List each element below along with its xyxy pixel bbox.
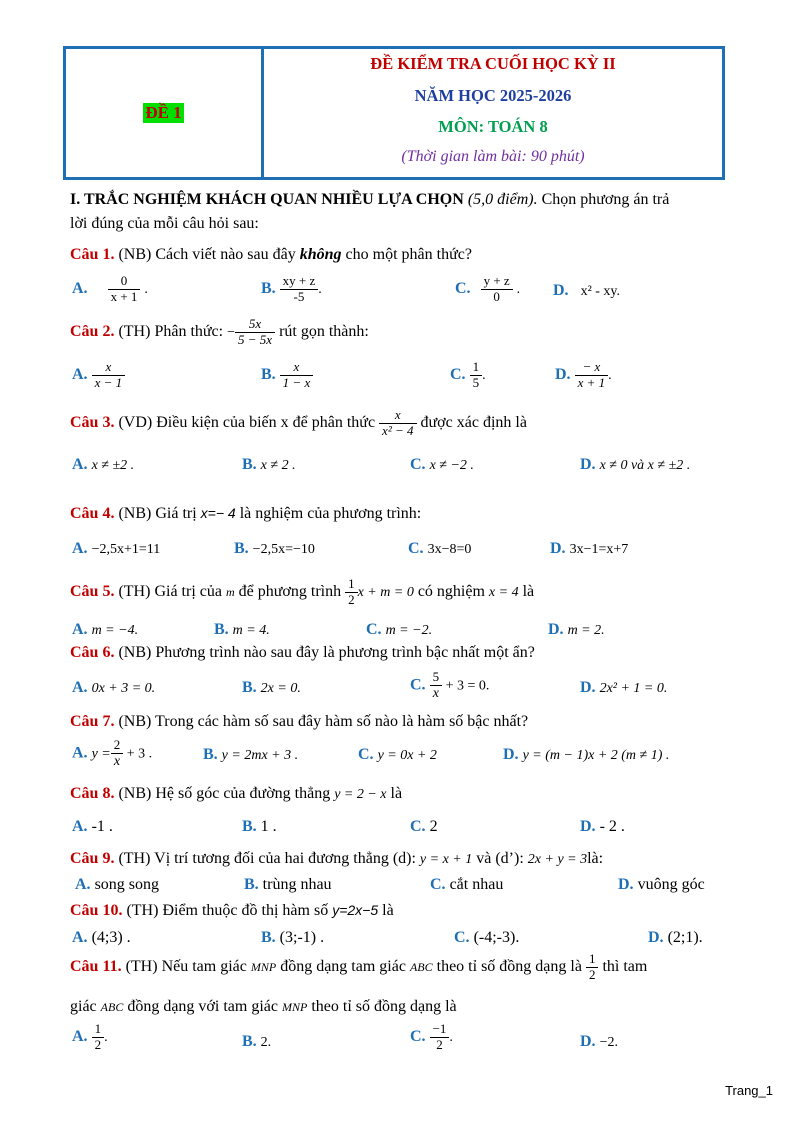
option-value: 3x−8=0 [427, 542, 472, 557]
option-label: C. [410, 456, 426, 473]
option-label: A. [72, 818, 88, 835]
q7-option-d[interactable] [503, 746, 669, 764]
option-value: y = 0x + 2 [377, 748, 437, 763]
question-text: được xác định là [416, 414, 527, 432]
option-value: - 2 . [599, 818, 625, 835]
option-label: A. [72, 744, 88, 762]
option-value: 1 . [260, 818, 277, 835]
fraction-denominator: 2 [94, 1036, 102, 1052]
question-text: (NB) Phương trình nào sau đây là phương trình bậc nhất một ẩn? [114, 644, 535, 661]
q3-option-a[interactable] [72, 456, 134, 474]
option-label: C. [366, 621, 382, 638]
option-label: D. [548, 621, 564, 638]
q6-option-d[interactable] [580, 679, 667, 697]
math-var: ABC [409, 960, 433, 975]
q1-option-b[interactable]: B. $\frac{xy + z}{-5}$ . [261, 273, 322, 304]
option-label: D. [618, 876, 634, 893]
question-4 [70, 505, 421, 523]
math-equation: 2x + y = 3 [527, 852, 588, 867]
option-value: vuông góc [633, 876, 705, 893]
option-value: 2x = 0. [260, 681, 301, 696]
question-3 [70, 408, 527, 439]
option-label: D. [580, 679, 596, 696]
fraction-numerator: −1 [430, 1022, 450, 1038]
fraction-numerator: x [92, 360, 126, 376]
question-label: Câu 8. [70, 785, 115, 802]
math-value: x = 4 [488, 585, 519, 601]
q6-option-c[interactable] [410, 670, 489, 702]
q2-option-c[interactable]: C. $\frac{1}{5}$ . [450, 359, 486, 390]
fraction-numerator: xy + z [280, 274, 319, 290]
option-label: C. [454, 929, 470, 946]
math-equation: y = 2 − x [334, 787, 387, 802]
question-text: là [378, 902, 394, 919]
fraction-numerator: 1 [586, 952, 599, 968]
option-value: -1 . [91, 818, 113, 835]
fraction-denominator: x [432, 685, 439, 701]
section-instruction-2: lời đúng của mỗi câu hỏi sau: [70, 215, 259, 232]
option-label: B. [242, 679, 257, 696]
option-value: x ≠ 0 và x ≠ ±2 . [599, 458, 691, 473]
q7-option-c[interactable] [358, 746, 437, 764]
option-value: (2;1). [663, 929, 703, 946]
math-equation: y = x + 1 [419, 852, 473, 867]
option-label: B. [261, 366, 276, 384]
q6-option-b[interactable] [242, 679, 301, 697]
question-5 [70, 577, 534, 608]
q11-option-b[interactable] [242, 1033, 271, 1051]
option-value: m = −4. [91, 623, 139, 638]
question-text: là [518, 583, 535, 601]
section-heading [70, 191, 669, 209]
option-label: D. [503, 746, 519, 763]
question-text: (NB) Cách viết nào sau đây [114, 246, 300, 263]
option-label: B. [242, 1033, 257, 1050]
question-label: Câu 11. [70, 958, 122, 976]
option-label: C. [410, 676, 426, 694]
exam-code: ĐỀ 1 [145, 103, 182, 122]
question-text: theo tỉ số đồng dạng là [432, 958, 586, 976]
question-text: (TH) Vị trí tương đối của hai đương thẳng (d): [114, 850, 420, 867]
option-label: A. [72, 1028, 88, 1046]
math-prefix: y = [91, 746, 111, 762]
question-label: Câu 9. [70, 850, 115, 867]
question-text: (TH) Phân thức: [114, 323, 228, 341]
option-label: A. [75, 876, 91, 893]
subject: MÔN: TOÁN 8 [438, 117, 548, 136]
option-value: trùng nhau [258, 876, 332, 893]
option-value: (-4;-3). [469, 929, 520, 946]
fraction-numerator: x [379, 408, 416, 424]
q4-option-c[interactable] [408, 540, 471, 558]
q2-option-d[interactable]: D. $\frac{- x}{x + 1}$ . [555, 359, 612, 390]
option-value: 2 [429, 818, 438, 835]
option-value: 3x−1=x+7 [569, 542, 629, 557]
option-label: A. [72, 621, 88, 638]
fraction-denominator: 1 − x [282, 374, 311, 390]
page-number: Trang_1 [725, 1083, 773, 1098]
q2-option-b[interactable] [261, 360, 313, 391]
q10-option-a[interactable] [72, 929, 131, 947]
fraction-denominator: 2 [588, 966, 596, 982]
question-text: là [386, 785, 403, 802]
fraction-denominator: -5 [293, 288, 305, 304]
question-11 [70, 952, 647, 983]
option-value: 0x + 3 = 0. [91, 681, 156, 696]
option-label: B. [234, 540, 249, 557]
fraction-denominator: x + 1 [110, 288, 138, 304]
q3-option-c[interactable] [410, 456, 474, 474]
math-equation: y=2x−5 [332, 902, 379, 918]
question-label: Câu 5. [70, 583, 115, 601]
q8-option-c[interactable] [410, 818, 438, 836]
question-label: Câu 7. [70, 713, 115, 730]
question-text: đồng dạng tam giác [276, 958, 410, 976]
q4-option-d[interactable] [550, 540, 628, 558]
question-text: là: [587, 850, 604, 867]
q9-option-b[interactable] [244, 876, 332, 894]
option-label: A. [72, 679, 88, 696]
math-var: m [225, 585, 235, 600]
question-1 [70, 246, 472, 264]
exam-header [63, 46, 725, 180]
q1-option-c[interactable]: C. $\frac{y + z}{0}$ . [455, 273, 521, 304]
option-label: C. [410, 1028, 426, 1046]
option-value: m = −2. [385, 623, 433, 638]
question-label: Câu 4. [70, 505, 115, 522]
option-value: −2,5x=−10 [252, 542, 315, 557]
option-label: C. [450, 366, 466, 384]
fraction-numerator: − x [575, 360, 609, 376]
q8-option-a[interactable] [72, 818, 113, 836]
q10-option-b[interactable] [261, 929, 324, 947]
fraction-denominator: x + 1 [577, 374, 606, 390]
option-label: C. [358, 746, 374, 763]
fraction-denominator: x − 1 [94, 374, 123, 390]
option-value: m = 2. [567, 623, 605, 638]
option-value: x² - xy. [580, 284, 621, 299]
q5-option-a[interactable] [72, 621, 138, 639]
exam-code-cell [66, 49, 264, 177]
q7-option-a[interactable] [72, 738, 152, 770]
emphasis-text: không [299, 246, 342, 263]
question-text: để phương trình [234, 583, 346, 601]
option-value: x ≠ −2 . [429, 458, 474, 473]
q8-option-b[interactable] [242, 818, 277, 836]
fraction-denominator: 2 [436, 1036, 443, 1052]
option-label: C. [455, 280, 471, 298]
option-value: x ≠ ±2 . [91, 458, 135, 473]
option-value: y = 2mx + 3 . [221, 748, 299, 763]
option-value: cắt nhau [445, 876, 504, 893]
question-text: giác [70, 998, 101, 1015]
option-label: C. [410, 818, 426, 835]
question-text: theo tỉ số đồng dạng là [307, 998, 457, 1015]
fraction-denominator: x [113, 753, 121, 769]
math-equation: x + m = 0 [357, 585, 414, 601]
option-value: (3;-1) . [275, 929, 325, 946]
exam-title-cell [264, 49, 722, 177]
q8-option-d[interactable] [580, 818, 625, 836]
question-text: có nghiệm [413, 583, 489, 601]
question-label: Câu 6. [70, 644, 115, 661]
question-text: (NB) Giá trị [114, 505, 201, 522]
question-text: và (d’): [472, 850, 528, 867]
q11-option-a[interactable]: A. $\frac{1}{2}$ . [72, 1021, 108, 1052]
question-label: Câu 1. [70, 246, 115, 263]
option-value: −2,5x+1=11 [91, 542, 161, 557]
q9-option-d[interactable] [618, 876, 705, 894]
option-value: x ≠ 2 . [260, 458, 296, 473]
option-label: B. [242, 456, 257, 473]
option-value: −2. [599, 1035, 618, 1050]
option-value: + 3 . [123, 746, 153, 762]
option-value: y = (m − 1)x + 2 (m ≠ 1) . [522, 748, 670, 763]
exam-title: ĐỀ KIỂM TRA CUỐI HỌC KỲ II [370, 54, 616, 73]
option-value: 2. [260, 1035, 272, 1050]
q9-option-a[interactable] [75, 876, 159, 894]
q1-option-d[interactable] [553, 282, 620, 300]
question-text: (NB) Trong các hàm số sau đây hàm số nào là hàm số bậc nhất? [114, 713, 529, 730]
question-label: Câu 3. [70, 414, 115, 432]
option-label: A. [72, 456, 88, 473]
fraction-numerator: 5x [235, 317, 275, 333]
q9-option-c[interactable] [430, 876, 503, 894]
option-label: C. [408, 540, 424, 557]
option-value: song song [90, 876, 160, 893]
exam-time: (Thời gian làm bài: 90 phút) [401, 148, 585, 165]
fraction-denominator: 0 [493, 288, 500, 304]
option-label: D. [580, 1033, 596, 1050]
q5-option-d[interactable] [548, 621, 605, 639]
fraction-numerator: 2 [111, 738, 124, 754]
q6-option-a[interactable] [72, 679, 155, 697]
q10-option-d[interactable] [648, 929, 703, 947]
question-10 [70, 902, 394, 920]
fraction-numerator: y + z [481, 274, 513, 290]
fraction-numerator: 1 [470, 360, 483, 376]
q3-option-d[interactable] [580, 456, 690, 474]
option-label: B. [261, 280, 276, 298]
option-label: D. [550, 540, 566, 557]
question-text: (TH) Giá trị của [114, 583, 226, 601]
question-text: cho một phân thức? [341, 246, 472, 263]
fraction-denominator: x² − 4 [382, 422, 414, 438]
q5-option-b[interactable] [214, 621, 270, 639]
q11-option-c[interactable]: C. $\frac{-1}{2}$ . [410, 1021, 453, 1052]
q7-option-b[interactable] [203, 746, 298, 764]
q11-option-d[interactable] [580, 1033, 618, 1051]
question-11-line-2 [70, 998, 457, 1016]
option-value: (4;3) . [87, 929, 131, 946]
option-label: D. [555, 366, 571, 384]
option-label: A. [72, 366, 88, 384]
option-value: + 3 = 0. [442, 678, 490, 694]
option-label: D. [648, 929, 664, 946]
q2-option-a[interactable] [72, 360, 125, 391]
math-var: ABC [100, 1000, 124, 1014]
section-points: (5,0 điểm). [467, 191, 538, 208]
option-label: B. [242, 818, 257, 835]
section-instruction: Chọn phương án trả [537, 191, 670, 208]
option-value: m = 4. [232, 623, 270, 638]
option-label: A. [72, 280, 88, 298]
math-var: MNP [250, 960, 277, 975]
fraction-denominator: 2 [348, 591, 355, 607]
question-text: (NB) Hệ số góc của đường thẳng [114, 785, 335, 802]
fraction-numerator: 0 [108, 274, 141, 290]
question-7 [70, 713, 528, 731]
q5-option-c[interactable] [366, 621, 432, 639]
fraction-numerator: 1 [92, 1022, 105, 1038]
question-6 [70, 644, 535, 662]
option-label: B. [203, 746, 218, 763]
option-label: A. [72, 540, 88, 557]
fraction-numerator: x [280, 360, 314, 376]
question-2: Câu 2. (TH) Phân thức: − $\frac{5x}{5 - 5x}$ rút gọn thành: [70, 316, 369, 347]
option-label: D. [580, 456, 596, 473]
q4-option-b[interactable] [234, 540, 315, 558]
question-text: đồng dạng với tam giác [123, 998, 282, 1015]
fraction-denominator: 5 − 5x [238, 331, 273, 347]
question-text: (VD) Điều kiện của biến x để phân thức [114, 414, 380, 432]
question-label: Câu 10. [70, 902, 123, 919]
question-9 [70, 850, 603, 868]
question-8 [70, 785, 402, 803]
option-label: C. [430, 876, 446, 893]
question-text: (TH) Điểm thuộc đồ thị hàm số [122, 902, 333, 919]
question-text: thì tam [598, 958, 648, 976]
q10-option-c[interactable] [454, 929, 519, 947]
option-label: D. [553, 282, 569, 299]
question-text: là nghiệm của phương trình: [235, 505, 422, 522]
fraction-numerator: 5 [430, 670, 443, 686]
option-label: B. [214, 621, 229, 638]
option-label: A. [72, 929, 88, 946]
question-text: rút gọn thành: [275, 323, 369, 341]
question-text: (TH) Nếu tam giác [121, 958, 251, 976]
math-var: MNP [281, 1000, 308, 1014]
q3-option-b[interactable] [242, 456, 296, 474]
school-year: NĂM HỌC 2025-2026 [414, 86, 572, 105]
fraction-denominator: 5 [472, 374, 480, 390]
math-value: x=− 4 [200, 505, 236, 521]
option-label: D. [580, 818, 596, 835]
question-label: Câu 2. [70, 323, 115, 341]
q4-option-a[interactable] [72, 540, 160, 558]
option-label: B. [244, 876, 259, 893]
fraction-numerator: 1 [345, 577, 358, 593]
section-title: I. TRẮC NGHIỆM KHÁCH QUAN NHIỀU LỰA CHỌN [70, 191, 464, 208]
option-value: 2x² + 1 = 0. [599, 681, 668, 696]
option-label: B. [261, 929, 276, 946]
q1-option-a[interactable]: A. $\frac{0}{x + 1}$ . [72, 273, 148, 304]
